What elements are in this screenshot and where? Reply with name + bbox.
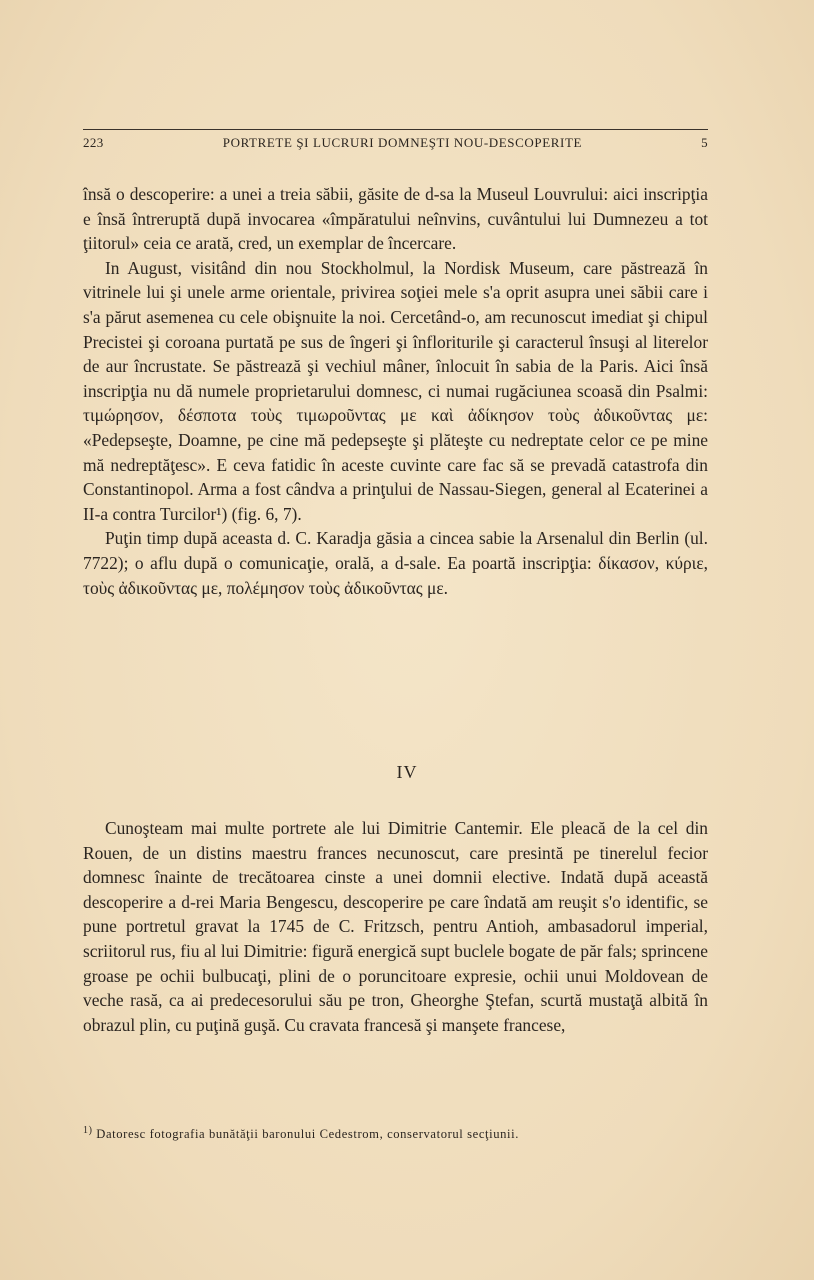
footnote-text: Datoresc fotografia bunătăţii baronului Cedestrom, conservatorul secţiunii. xyxy=(96,1127,519,1142)
paragraph: însă o descoperire: a unei a treia săbii, găsite de d-sa la Museul Louvrului: aici inscripţia e însă întreruptă după invocarea «împăratului neînvins, cuvântului lui Dumnezeu a tot ţiitorul» ceia ce arată, cred, un exemplar de încercare. xyxy=(83,184,708,254)
page-number: 223 xyxy=(83,135,104,150)
paragraph: In August, visitând din nou Stockholmul, la Nordisk Museum, care păstrează în vitrinele lui şi unele arme orientale, privirea soţiei mele s'a oprit asupra unei săbii care i s'a părut asemenea cu cele obişnuite la noi. Cercetând-o, am recunoscut imediat şi chipul Precistei şi coroana purtată pe sus de îngeri şi înfloriturile şi caracterul însuşi al literelor de aur încrustate. Se păstrează şi vechiul mâner, înlocuit în sabia de la Paris. Aici însă inscripţia nu dă numele proprietarului domnesc, ci numai rugăciunea scoasă din Psalmi: τιμώρησον, δέσποτα τοὺς τιμωροῦντας με καὶ ἀδίκησον τοὺς ἀδικοῦντας με: «Pedepseşte, Doamne, pe cine mă pedepseşte şi plăteşte cu nedreptate celor ce pe mine mă nedreptăţesc». E ceva fatidic în aceste cuvinte care fac să se prevadă catastrofa din Constantinopol. Arma a fost cândva a prinţului de Nassau-Siegen, general al Ecaterinei a II-a contra Turcilor¹) (fig. 6, 7). xyxy=(83,257,708,524)
running-header xyxy=(83,129,708,151)
body-text-part-1 xyxy=(83,182,708,600)
running-title: PORTRETE ŞI LUCRURI DOMNEŞTI NOU-DESCOPERITE xyxy=(222,135,583,150)
paragraph: Cunoşteam mai multe portrete ale lui Dimitrie Cantemir. Ele pleacă de la cel din Rouen, de un distins maestru frances necunoscut, care presintă pe tinerelul fecior domnesc înainte de trecătoarea cinste a unei domnii elective. Indată după această descoperire a d-rei Maria Bengescu, descoperire pe care îndată am reuşit s'o identific, se pune portretul gravat la 1745 de C. Fritzsch, pentru Antioh, ambasadorul imperial, scriitorul rus, fiu al lui Dimitrie: figură energică supt buclele bogate de păr fals; sprincene groase pe ochii bulbucaţi, plini de o poruncitoare expresie, ochii unui Moldovean de veche rasă, ca ai predecesorului său pe tron, Gheorghe Ştefan, scurtă mustaţă albită în obrazul plin, cu puţină guşă. Cu cravata francesă şi manşete francese, xyxy=(83,818,708,1035)
section-number: 5 xyxy=(701,135,708,150)
footnote xyxy=(83,1125,708,1142)
section-heading: IV xyxy=(396,762,418,782)
paragraph: Puţin timp după aceasta d. C. Karadja găsia a cincea sabie la Arsenalul din Berlin (ul. 7722); o aflu după o comunicaţie, orală, a d-sale. Ea poartă inscripţia: δίκασον, κύριε, τοὺς ἀδικοῦντας με, πολέμησον τοὺς ἀδικοῦντας με. xyxy=(83,528,708,598)
footnote-mark: 1) xyxy=(83,1125,93,1136)
body-text-part-2 xyxy=(83,816,708,1037)
